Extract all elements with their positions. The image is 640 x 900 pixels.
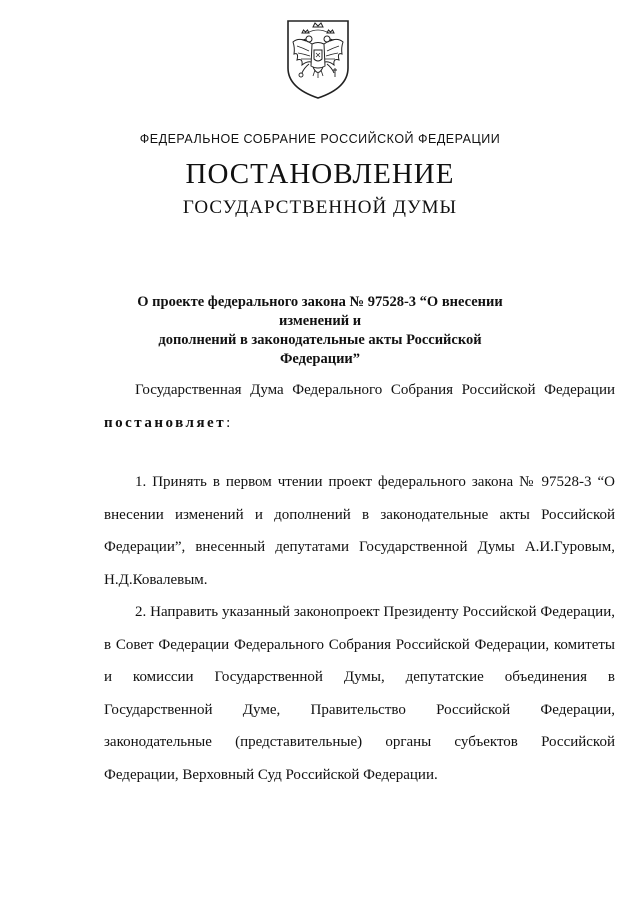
intro-paragraph <box>104 374 615 439</box>
list-item <box>104 466 615 596</box>
list-item <box>104 596 615 791</box>
item-text: Направить указанный законопроект Президенту Российской Федерации, в Совет Федерации Федерального Собрания Российской Федерации, комитеты и комиссии Государственной Думы, депутатские объединения в Государственной Думе, Правительство Российской Федерации, законодательные (представительные) органы субъектов Российской Федерации, Верховный Суд Российской Федерации. <box>104 604 615 783</box>
item-number: 2. <box>135 604 147 620</box>
document-subtitle: ГОСУДАРСТВЕННОЙ ДУМЫ <box>182 197 458 218</box>
intro-colon: : <box>226 414 231 431</box>
intro-resolves: постановляет <box>104 414 227 431</box>
organization-header: ФЕДЕРАЛЬНОЕ СОБРАНИЕ РОССИЙСКОЙ ФЕДЕРАЦИИ <box>139 132 501 146</box>
item-number: 1. <box>135 474 147 490</box>
item-text: Принять в первом чтении проект федерального закона № 97528-3 “О внесении изменений и дополнений в законодательные акты Российской Федерации”, внесенный депутатами Государственной Думы А.И.Гуровым, Н.Д.Ковалевым. <box>104 474 615 588</box>
subject-line-2: дополнений в законодательные акты Российской Федерации” <box>158 332 482 367</box>
subject-line-1: О проекте федерального закона № 97528-3 “О внесении изменений и <box>137 294 503 329</box>
document-title: ПОСТАНОВЛЕНИЕ <box>185 158 455 190</box>
intro-text: Государственная Дума Федерального Собрания Российской Федерации <box>135 382 615 398</box>
russian-coat-of-arms-icon <box>285 18 351 100</box>
document-subject <box>120 293 520 369</box>
